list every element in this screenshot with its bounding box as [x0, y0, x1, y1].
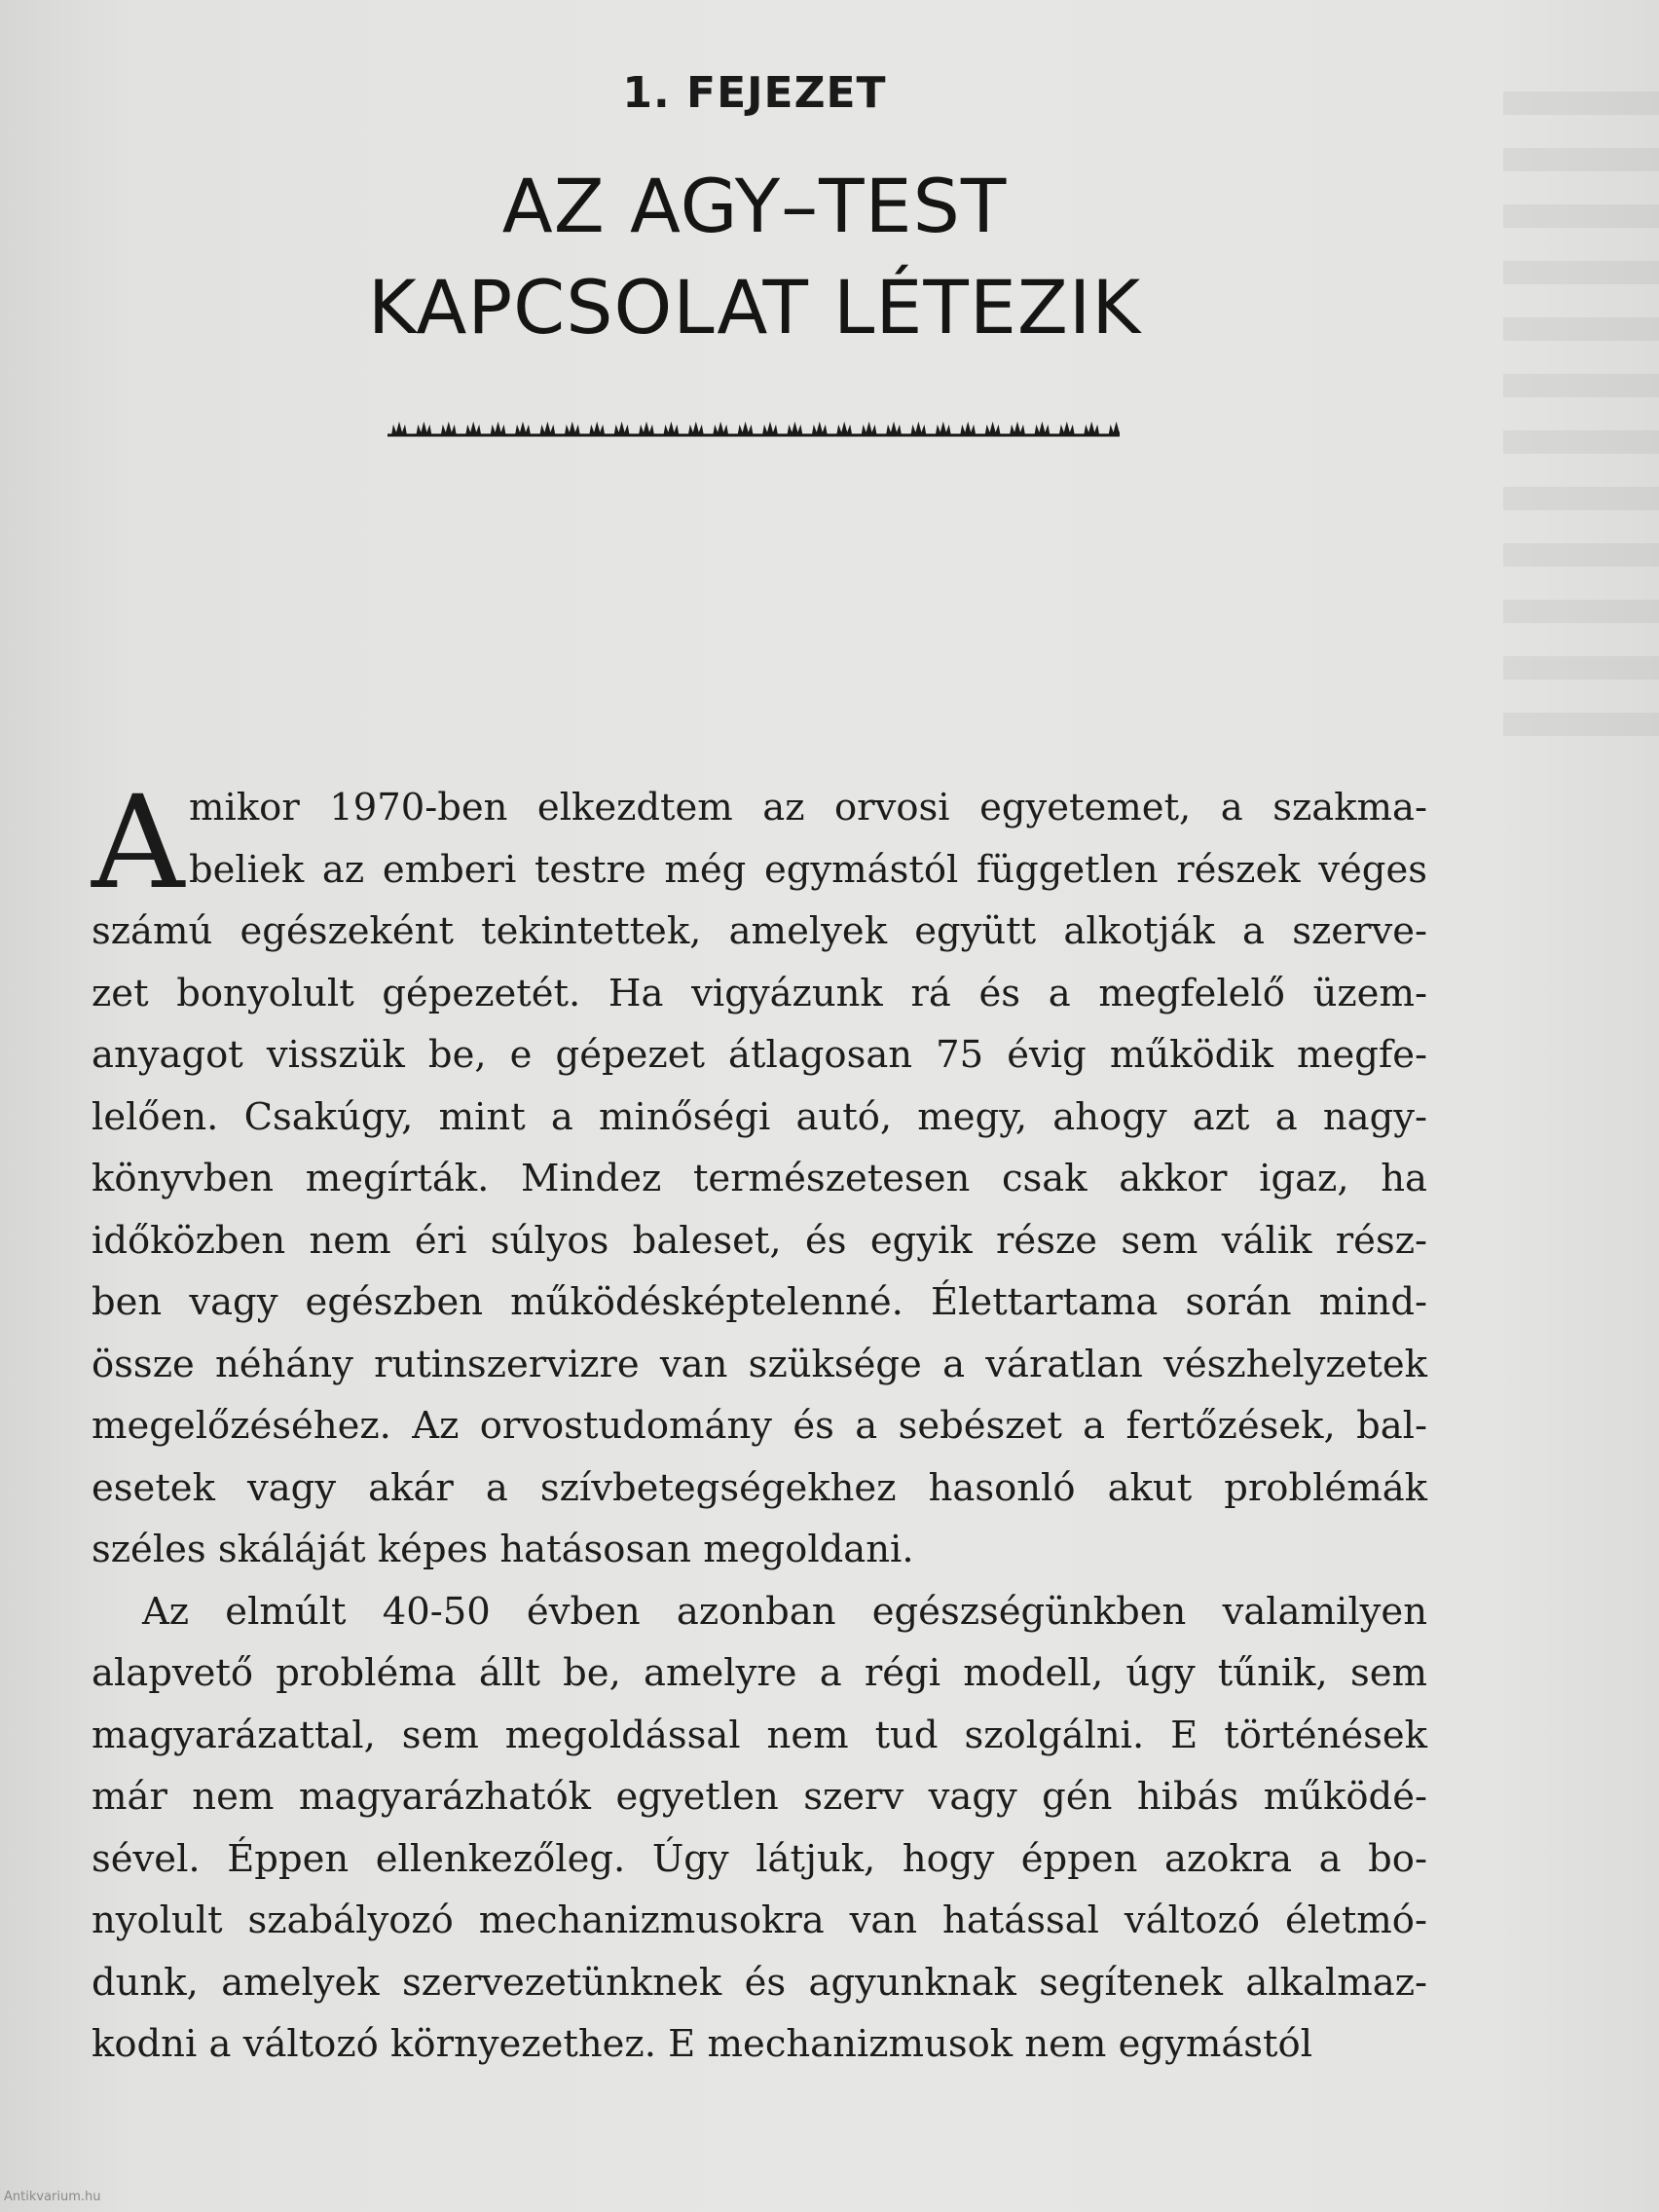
paragraph-2 — [92, 1581, 1427, 2076]
grass-tuft-icon — [1109, 422, 1120, 435]
grass-tuft-icon — [465, 422, 481, 435]
body-text — [92, 768, 1427, 2076]
grass-tuft-icon — [862, 422, 877, 435]
text-line: anyagot visszük be, e gépezet átlagosan 75 évig működik megfe- — [92, 1033, 1427, 1077]
text-line: nyolult szabályozó mechanizmusokra van hatással változó életmó- — [92, 1899, 1427, 1942]
grass-tuft-icon — [515, 422, 531, 435]
grass-tuft-icon — [614, 422, 630, 435]
grass-tuft-icon — [589, 422, 605, 435]
chapter-title-line-1: AZ AGY–TEST — [501, 163, 1008, 249]
grass-tuft-icon — [886, 422, 902, 435]
grass-tuft-icon — [836, 422, 852, 435]
text-line: kodni a változó környezethez. E mechanizmusok nem egymástól — [92, 2022, 1313, 2066]
text-line: esetek vagy akár a szívbetegségekhez hasonló akut problémák — [92, 1465, 1427, 1510]
grass-tuft-icon — [787, 422, 802, 435]
grass-tuft-icon — [812, 422, 828, 435]
grass-tuft-icon — [1010, 422, 1025, 435]
text-line: sével. Éppen ellenkezőleg. Úgy látjuk, hogy éppen azokra a bo- — [92, 1836, 1427, 1881]
text-line: időközben nem éri súlyos baleset, és egyik része sem válik rész- — [92, 1218, 1427, 1263]
text-line: alapvető probléma állt be, amelyre a régi modell, úgy tűnik, sem — [92, 1651, 1427, 1695]
chapter-title — [0, 156, 1509, 358]
text-line: könyvben megírták. Mindez természetesen csak akkor igaz, ha — [92, 1157, 1427, 1200]
grass-tuft-icon — [936, 422, 951, 435]
text-line: számú egészeként tekintettek, amelyek együtt alkotják a szerve- — [92, 909, 1427, 953]
text-line: megelőzéséhez. Az orvostudomány és a sebészet a fertőzések, bal- — [92, 1404, 1427, 1448]
text-line: lelően. Csakúgy, mint a minőségi autó, megy, ahogy azt a nagy- — [92, 1094, 1427, 1139]
grass-tuft-icon — [688, 422, 704, 435]
paragraph-1 — [92, 768, 1427, 1581]
text-line: Az elmúlt 40-50 évben azonban egészségünkben valamilyen — [142, 1589, 1427, 1634]
text-line: már nem magyarázhatók egyetlen szerv vagy gén hibás működé- — [92, 1775, 1427, 1819]
chapter-title-line-2: KAPCSOLAT LÉTEZIK — [367, 264, 1142, 350]
grass-tuft-icon — [565, 422, 580, 435]
text-line: zet bonyolult gépezetét. Ha vigyázunk rá és a megfelelő üzem- — [92, 971, 1427, 1015]
text-line: széles skáláját képes hatásosan megoldani. — [92, 1528, 914, 1571]
text-line: össze néhány rutinszervizre van szüksége a váratlan vészhelyzetek — [92, 1342, 1427, 1386]
grass-tuft-icon — [441, 422, 457, 435]
ornament-divider — [387, 417, 1120, 438]
text-line: mikor 1970-ben elkezdtem az orvosi egyetemet, a szakma- — [189, 786, 1427, 830]
grass-tuft-icon — [663, 422, 679, 435]
grass-tuft-icon — [1034, 422, 1050, 435]
grass-tuft-icon — [539, 422, 555, 435]
chapter-number: 1. FEJEZET — [622, 68, 887, 118]
show-through-text — [1503, 58, 1659, 740]
text-line: magyarázattal, sem megoldással nem tud szolgálni. E történések — [92, 1713, 1427, 1757]
grass-tuft-icon — [713, 422, 728, 435]
text-line: beliek az emberi testre még egymástól független részek véges — [189, 847, 1427, 892]
grass-tuft-icon — [738, 422, 754, 435]
drop-cap-letter: A — [92, 768, 185, 918]
text-line: ben vagy egészben működésképtelenné. Élettartama során mind- — [92, 1280, 1427, 1324]
grass-tuft-icon — [1059, 422, 1075, 435]
grass-tuft-icon — [639, 422, 654, 435]
watermark: Antikvarium.hu — [4, 2190, 101, 2204]
grass-tuft-icon — [762, 422, 778, 435]
text-line: dunk, amelyek szervezetünknek és agyunknak segítenek alkalmaz- — [92, 1960, 1427, 2005]
grass-tuft-icon — [491, 422, 506, 435]
grass-tuft-icon — [1084, 422, 1099, 435]
grass-tuft-icon — [960, 422, 976, 435]
grass-tuft-icon — [985, 422, 1001, 435]
grass-tuft-icon — [416, 422, 431, 435]
grass-tuft-icon — [391, 422, 407, 435]
grass-tuft-icon — [910, 422, 926, 435]
